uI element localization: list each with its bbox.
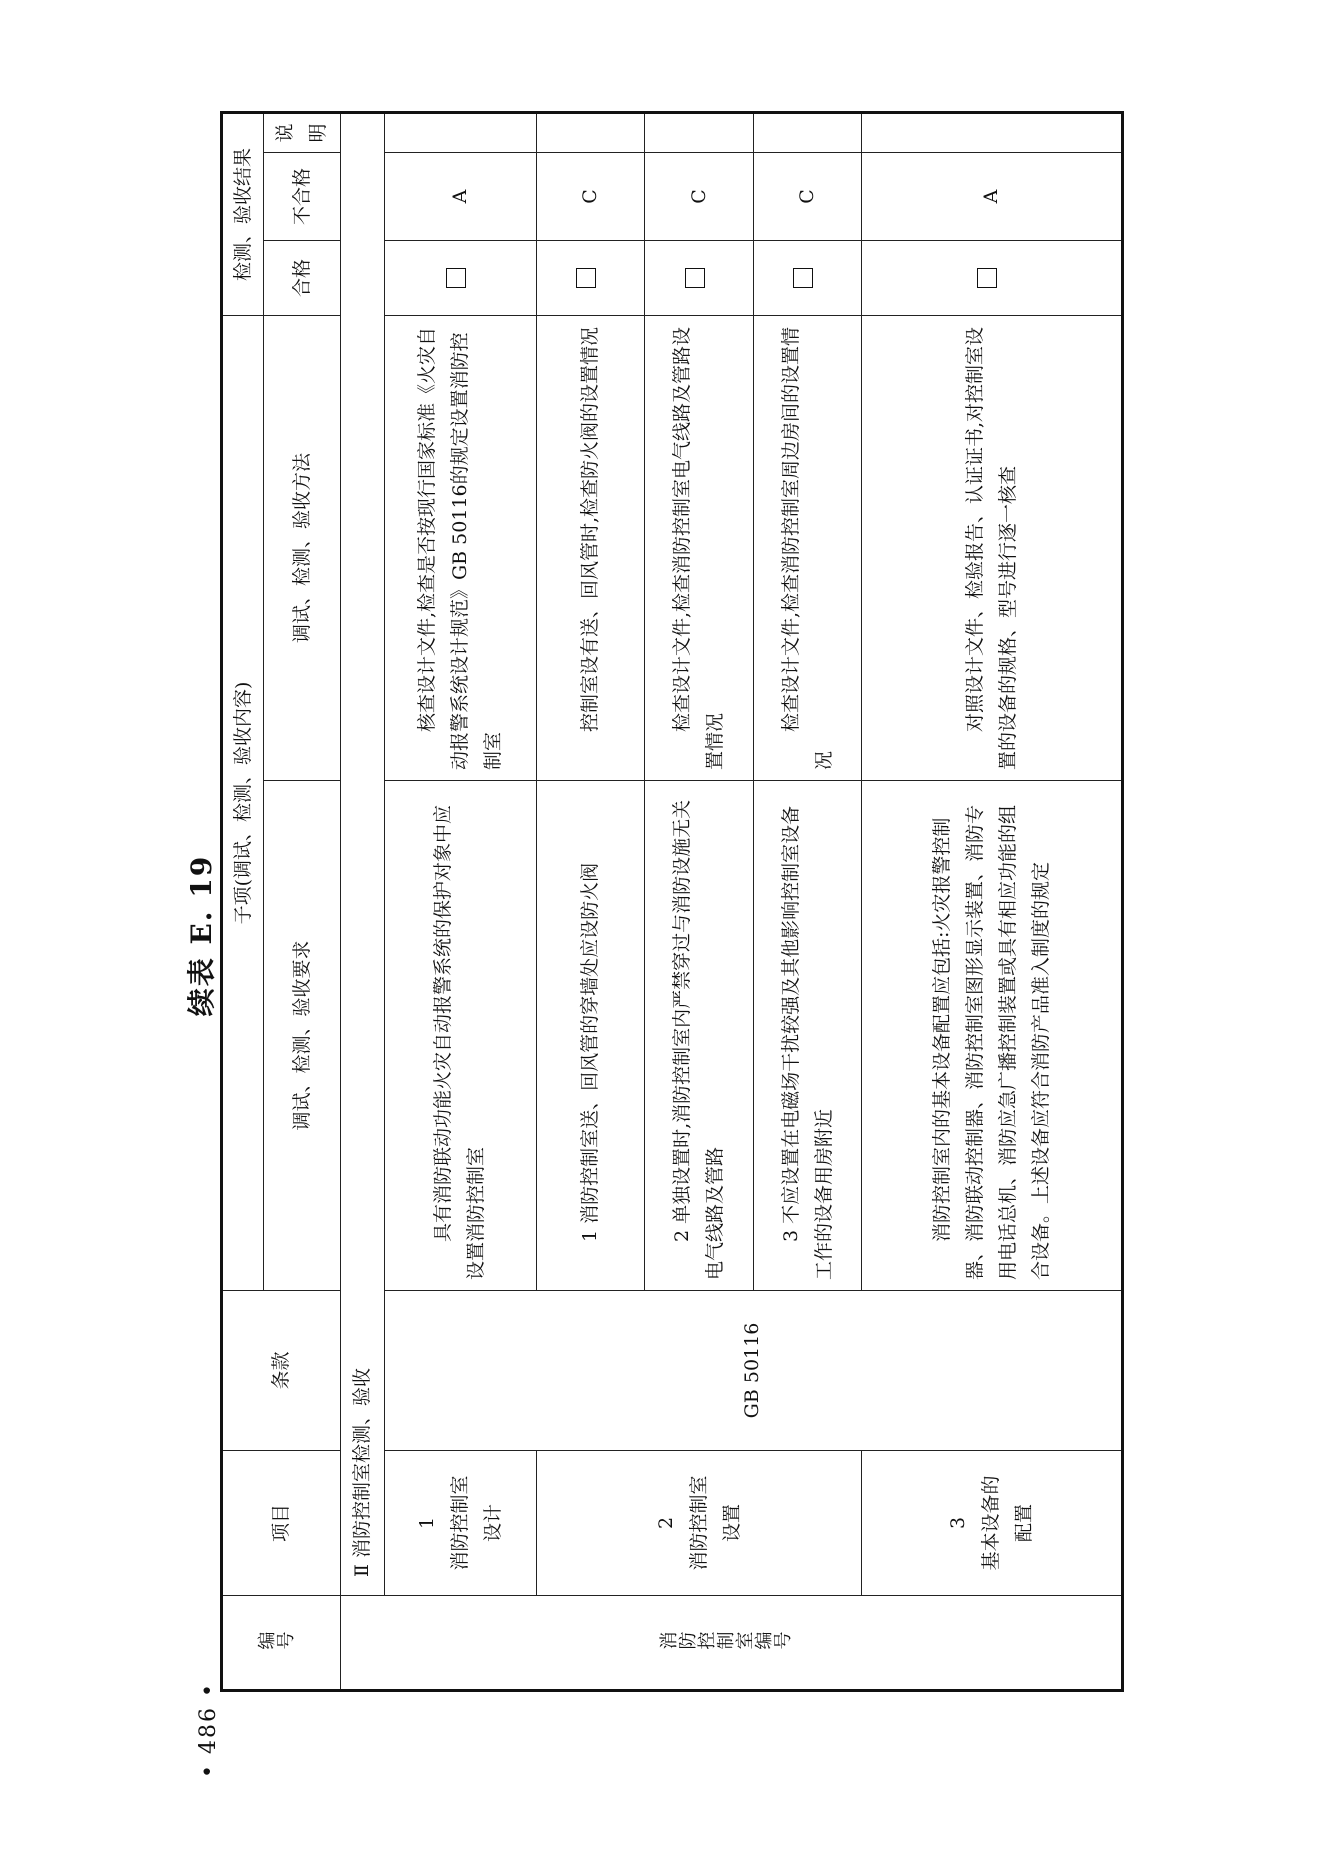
method-cell: 对照设计文件、检验报告、认证证书,对控制室设置的设备的规格、型号进行逐一核查 <box>862 315 1123 780</box>
section-title: Ⅱ 消防控制室检测、验收 <box>341 112 384 1595</box>
pass-checkbox[interactable] <box>753 240 862 315</box>
requirement-cell: 具有消防联动功能火灾自动报警系统的保护对象中应设置消防控制室 <box>384 781 536 1291</box>
requirement-cell: 3 不应设置在电磁场干扰较强及其他影响控制室设备工作的设备用房附近 <box>753 781 862 1291</box>
page-number: • 486 • <box>196 1682 221 1778</box>
item-cell <box>536 1451 862 1596</box>
pass-checkbox[interactable] <box>862 240 1123 315</box>
table-row <box>862 112 1123 1690</box>
table-row <box>536 112 645 1690</box>
method-cell: 控制室设有送、回风管时,检查防火阀的设置情况 <box>536 315 645 780</box>
inspection-table <box>220 111 1124 1692</box>
fail-grade: A <box>862 152 1123 240</box>
fail-grade: A <box>384 152 536 240</box>
header-result-group: 检测、验收结果 <box>222 112 264 315</box>
fail-grade: C <box>536 152 645 240</box>
item-cell <box>862 1451 1123 1596</box>
section-row <box>341 112 384 1690</box>
item-no: 1 <box>415 1516 438 1530</box>
item-cell <box>384 1451 536 1596</box>
clause-text: GB 50116 <box>741 1322 764 1419</box>
method-cell: 核查设计文件,检查是否按现行国家标准《火灾自动报警系统设计规范》GB 50116的规定设置消防控制室 <box>384 315 536 780</box>
fail-grade: C <box>753 152 862 240</box>
table-title: 续表 E. 19 <box>185 854 218 1017</box>
item-no: 3 <box>947 1516 970 1530</box>
note-cell <box>536 112 645 152</box>
header-note: 说明 <box>264 112 341 152</box>
table-row <box>384 112 536 1690</box>
header-row-1 <box>222 112 264 1690</box>
note-cell <box>384 112 536 152</box>
requirement-cell: 2 单独设置时,消防控制室内严禁穿过与消防设施无关电气线路及管路 <box>645 781 754 1291</box>
header-fail: 不合格 <box>264 152 341 240</box>
requirement-cell: 1 消防控制室送、回风管的穿墙处应设防火阀 <box>536 781 645 1291</box>
side-code: 消防控制室编号 <box>341 1596 1123 1691</box>
header-method: 调试、检测、验收方法 <box>264 315 341 780</box>
item-no: 2 <box>654 1516 677 1530</box>
pass-checkbox[interactable] <box>384 240 536 315</box>
header-subitem-group: 子项(调试、检测、验收内容) <box>222 315 264 1290</box>
pass-checkbox[interactable] <box>645 240 754 315</box>
requirement-cell: 消防控制室内的基本设备配置应包括:火灾报警控制器、消防联动控制器、消防控制室图形显示装置、消防专用电话总机、消防应急广播控制装置或具有相应功能的组合设备。上述设备应符合消防产品准入制度的规定 <box>862 781 1123 1291</box>
clause-cell <box>384 1291 1122 1451</box>
method-cell: 检查设计文件,检查消防控制室周边房间的设置情况 <box>753 315 862 780</box>
item-name: 基本设备的配置 <box>980 1475 1036 1571</box>
header-requirement: 调试、检测、验收要求 <box>264 781 341 1291</box>
fail-grade: C <box>645 152 754 240</box>
header-pass: 合格 <box>264 240 341 315</box>
method-cell: 检查设计文件,检查消防控制室电气线路及管路设置情况 <box>645 315 754 780</box>
note-cell <box>862 112 1123 152</box>
header-clause: 条款 <box>222 1291 341 1451</box>
item-name: 消防控制室设置 <box>687 1475 743 1571</box>
note-cell <box>753 112 862 152</box>
pass-checkbox[interactable] <box>536 240 645 315</box>
header-no: 编号 <box>222 1596 341 1691</box>
header-item: 项目 <box>222 1451 341 1596</box>
note-cell <box>645 112 754 152</box>
item-name: 消防控制室设计 <box>448 1475 504 1571</box>
